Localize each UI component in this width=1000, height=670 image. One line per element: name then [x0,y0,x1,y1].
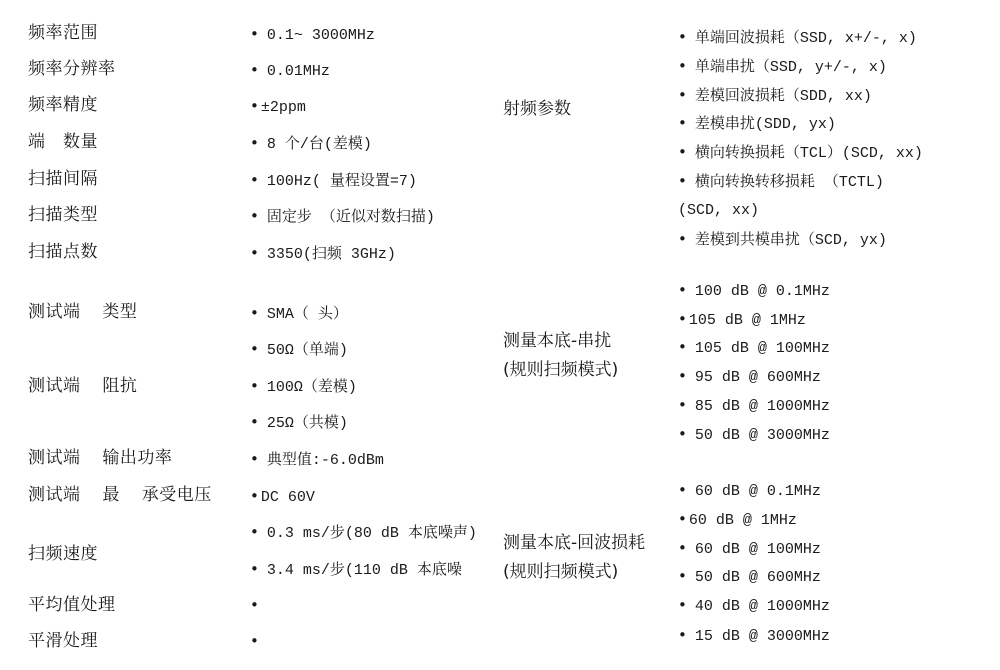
spec-value [250,634,267,650]
crosstalk-floor-sublabel: (规则扫频模式) [503,360,619,380]
bullet-icon: • [678,539,687,557]
spec-value: • 典型值:-6.0dBm [250,450,384,469]
spec-value: • 0.3 ms/步(80 dB 本底噪声) [250,523,477,542]
spec-label: 端 数量 [28,132,98,152]
bullet-icon: • [678,481,687,499]
crosstalk-floor-item: • 50 dB @ 3000MHz [678,425,830,444]
spec-value [250,598,267,614]
bullet-icon: • [678,310,687,328]
spec-label: 扫描类型 [28,205,98,225]
return-loss-floor-label: 测量本底-回波损耗 [503,533,646,553]
bullet-icon: • [250,523,259,541]
spec-value: • ±2ppm [250,97,306,116]
bullet-icon: • [250,487,259,505]
rf-param-item: • 差模回波损耗（SDD, xx) [678,86,872,105]
bullet-icon: • [678,567,687,585]
spec-label: 频率范围 [28,23,98,43]
return-loss-floor-item: • 60 dB @ 1MHz [678,510,797,529]
bullet-icon: • [678,338,687,356]
bullet-icon: • [250,377,259,395]
bullet-icon: • [250,244,259,262]
crosstalk-floor-label: 测量本底-串扰 [503,331,612,351]
bullet-icon: • [250,596,259,614]
spec-value: • 25Ω（共模) [250,413,348,432]
rf-param-item: • 横向转换损耗（TCL）(SCD, xx) [678,143,923,162]
bullet-icon: • [678,172,687,190]
spec-value: • 3.4 ms/步(110 dB 本底噪 [250,560,462,579]
bullet-icon: • [678,367,687,385]
bullet-icon: • [250,560,259,578]
spec-label: 扫频速度 [28,544,98,564]
spec-label: 平均值处理 [28,595,116,615]
return-loss-floor-item: • 40 dB @ 1000MHz [678,596,830,615]
return-loss-floor-item: • 50 dB @ 600MHz [678,567,821,586]
bullet-icon: • [250,97,259,115]
bullet-icon: • [678,230,687,248]
bullet-icon: • [250,632,259,650]
rf-param-item: • 差模串扰(SDD, yx) [678,114,836,133]
bullet-icon: • [250,340,259,358]
crosstalk-floor-item: • 95 dB @ 600MHz [678,367,821,386]
rf-param-item: • 单端串扰（SSD, y+/-, x) [678,57,887,76]
bullet-icon: • [250,207,259,225]
return-loss-floor-item: • 60 dB @ 0.1MHz [678,481,821,500]
spec-value: • 固定步 （近似对数扫描) [250,207,435,226]
spec-label: 扫描间隔 [28,169,98,189]
rf-params-label: 射频参数 [503,99,571,119]
spec-value: • 0.01MHz [250,61,330,80]
crosstalk-floor-item: • 105 dB @ 100MHz [678,338,830,357]
bullet-icon: • [678,510,687,528]
spec-label: 测试端 阻抗 [28,376,138,396]
bullet-icon: • [678,143,687,161]
bullet-icon: • [678,425,687,443]
bullet-icon: • [250,450,259,468]
crosstalk-floor-item: • 85 dB @ 1000MHz [678,396,830,415]
rf-param-item-continued: (SCD, xx) [678,202,760,219]
return-loss-floor-item: • 15 dB @ 3000MHz [678,626,830,645]
bullet-icon: • [250,134,259,152]
return-loss-floor-item: • 60 dB @ 100MHz [678,539,821,558]
bullet-icon: • [250,25,259,43]
spec-label: 测试端 类型 [28,302,138,322]
rf-param-item: • 单端回波损耗（SSD, x+/-, x) [678,28,917,47]
crosstalk-floor-item: • 105 dB @ 1MHz [678,310,806,329]
spec-label: 频率精度 [28,95,98,115]
rf-param-item: • 横向转换转移损耗 （TCTL) [678,172,884,191]
bullet-icon: • [678,596,687,614]
spec-value: • 3350(扫频 3GHz) [250,244,396,263]
bullet-icon: • [678,281,687,299]
bullet-icon: • [250,304,259,322]
rf-param-item: • 差模到共模串扰（SCD, yx) [678,230,887,249]
bullet-icon: • [678,396,687,414]
spec-value: • 0.1~ 3000MHz [250,25,375,44]
spec-label: 平滑处理 [28,631,98,651]
bullet-icon: • [250,171,259,189]
spec-value: • 100Hz( 量程设置=7) [250,171,417,190]
spec-label: 测试端 输出功率 [28,448,173,468]
crosstalk-floor-item: • 100 dB @ 0.1MHz [678,281,830,300]
spec-value: • 100Ω（差模) [250,377,357,396]
spec-label: 频率分辨率 [28,59,116,79]
spec-label: 测试端 最 承受电压 [28,485,212,505]
bullet-icon: • [678,28,687,46]
bullet-icon: • [250,413,259,431]
spec-value: • 50Ω（单端) [250,340,348,359]
bullet-icon: • [678,57,687,75]
spec-value: • DC 60V [250,487,315,506]
bullet-icon: • [678,114,687,132]
return-loss-floor-sublabel: (规则扫频模式) [503,562,619,582]
bullet-icon: • [250,61,259,79]
spec-value: • SMA（ 头） [250,304,348,323]
bullet-icon: • [678,626,687,644]
spec-value: • 8 个/台(差模) [250,134,372,153]
spec-label: 扫描点数 [28,242,98,262]
bullet-icon: • [678,86,687,104]
